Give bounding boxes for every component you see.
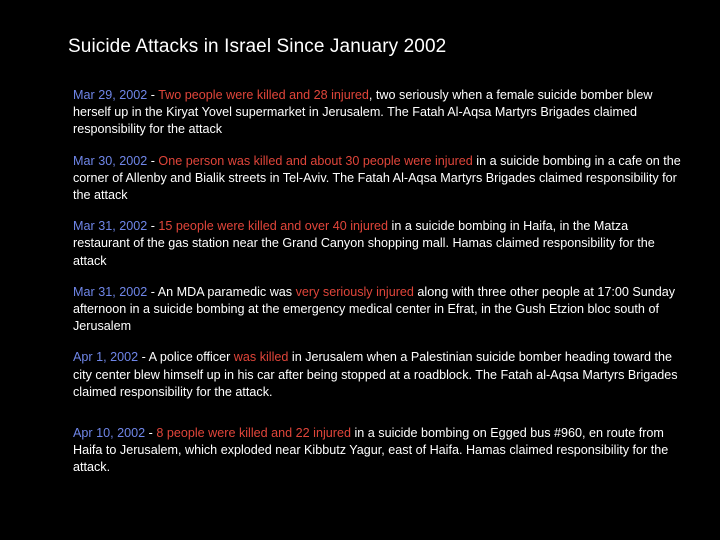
entry-separator: - [147, 88, 159, 102]
entry-description: , two seriously when a female suicide bomber blew herself up in the Kiryat Yovel supermarket in Jerusalem. The Fatah Al-Aqsa Martyrs Brigades claimed responsibility for the attack [73, 88, 653, 137]
list-item [73, 218, 688, 270]
entry-description: in a suicide bombing in a cafe on the corner of Allenby and Bialik streets in Tel-Aviv. The Fatah Al-Aqsa Martyrs Brigades claimed responsibility for the attack [73, 153, 681, 203]
entry-date: Mar 30, 2002 [73, 153, 148, 168]
entry-casualties: was killed [233, 350, 289, 365]
entry-casualties: very seriously injured [295, 284, 414, 299]
entry-date: Apr 1, 2002 [73, 350, 139, 365]
list-item [73, 349, 688, 401]
entry-date: Mar 31, 2002 [73, 284, 148, 299]
attack-list [73, 87, 688, 477]
entry-description: along with three other people at 17:00 Sunday afternoon in a suicide bombing at the emergency medical center in Efrat, in the Gush Etzion bloc south of Jerusalem [73, 284, 676, 334]
entry-separator: - [145, 426, 157, 441]
entry-casualties: 8 people were killed and 22 injured [156, 426, 351, 441]
entry-casualties: Two people were killed and 28 injured [158, 88, 369, 102]
page-title: Suicide Attacks in Israel Since January 2002 [68, 36, 447, 57]
entry-date: Apr 10, 2002 [73, 426, 146, 441]
list-item [73, 425, 688, 477]
entry-date: Mar 29, 2002 [73, 88, 148, 102]
list-item [73, 87, 688, 139]
entry-description: in a suicide bombing in Haifa, in the Matza restaurant of the gas station near the Grand Canyon shopping mall. Hamas claimed responsibility for the attack [73, 219, 655, 268]
entry-separator: - [147, 153, 159, 168]
entry-separator: - An MDA paramedic was [147, 284, 296, 299]
entry-separator: - A police officer [138, 350, 234, 365]
entry-description: in Jerusalem when a Palestinian suicide bomber heading toward the city center blew himself up in his car after being stopped at a roadblock. The Fatah al-Aqsa Martyrs Brigades claimed responsibility for the attack. [73, 350, 678, 399]
entry-separator: - [147, 219, 159, 234]
entry-casualties: 15 people were killed and over 40 injured [158, 219, 389, 234]
entry-date: Mar 31, 2002 [73, 219, 148, 234]
entry-description: in a suicide bombing on Egged bus #960, en route from Haifa to Jerusalem, which exploded near Kibbutz Yagur, east of Haifa. Hamas claimed responsibility for the attack. [73, 426, 669, 475]
entry-casualties: One person was killed and about 30 people were injured [158, 153, 473, 168]
list-item [73, 284, 688, 336]
list-item [73, 153, 688, 205]
